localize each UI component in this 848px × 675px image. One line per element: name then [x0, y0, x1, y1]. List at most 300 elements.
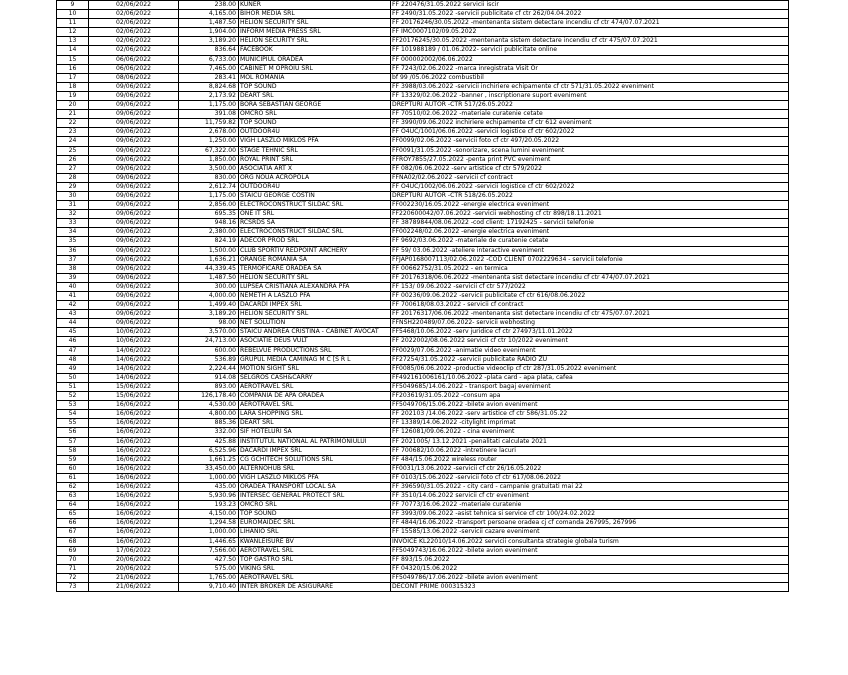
- table-row: [57, 282, 789, 291]
- amount-cell: 435.00: [179, 482, 239, 491]
- description-cell: FF 700618/08.03.2022 - servicii cf contract: [391, 301, 789, 310]
- row-number-cell: 57: [57, 437, 89, 446]
- amount-cell: 126,178.40: [179, 392, 239, 401]
- table-row: [57, 364, 789, 373]
- description-cell: FF 153/ 09.06.2022 -servicii cf ctr 577/2022: [391, 282, 789, 291]
- table-row: [57, 237, 789, 246]
- amount-cell: 391.08: [179, 110, 239, 119]
- date-cell: 16/06/2022: [89, 437, 179, 446]
- description-cell: FF 700682/10.06.2022 -intretinere lacuri: [391, 446, 789, 455]
- row-number-cell: 16: [57, 64, 89, 73]
- date-cell: 09/06/2022: [89, 264, 179, 273]
- table-row: [57, 255, 789, 264]
- table-row: [57, 401, 789, 410]
- description-cell: FF0031/13.06.2022 -servicii cf ctr 26/16.05.2022: [391, 464, 789, 473]
- amount-cell: 1,487.50: [179, 273, 239, 282]
- description-cell: FF 0103/15.06.2022 -servicii foto cf ctr 617/08.06.2022: [391, 473, 789, 482]
- description-cell: DREPTURI AUTOR -CTR 518/26.05.2022: [391, 191, 789, 200]
- date-cell: 02/06/2022: [89, 46, 179, 55]
- supplier-cell: DEART SRL: [239, 419, 391, 428]
- row-number-cell: 13: [57, 37, 89, 46]
- date-cell: 10/06/2022: [89, 337, 179, 346]
- description-cell: FF 00662752/31.05.2022 - en termica: [391, 264, 789, 273]
- amount-cell: 1,661.25: [179, 455, 239, 464]
- amount-cell: 1,175.00: [179, 101, 239, 110]
- amount-cell: 4,165.00: [179, 10, 239, 19]
- row-number-cell: 11: [57, 19, 89, 28]
- description-cell: FF 3993/09.06.2022 -asist tehnica si service cf ctr 100/24.02.2022: [391, 510, 789, 519]
- date-cell: 16/06/2022: [89, 446, 179, 455]
- supplier-cell: STAGE TEHNIC SRL: [239, 146, 391, 155]
- row-number-cell: 20: [57, 101, 89, 110]
- description-cell: FF 38789844/08.06.2022 -cod client: 17192425 - servicii telefonie: [391, 219, 789, 228]
- description-cell: FF 70510/02.06.2022 -materiale curatenie cetate: [391, 110, 789, 119]
- table-row: [57, 537, 789, 546]
- description-cell: FF 7243/02.06.2022 -marca inregistrata Visit Or: [391, 64, 789, 73]
- supplier-cell: TOP SOUND: [239, 82, 391, 91]
- supplier-cell: KUNER: [239, 1, 391, 10]
- date-cell: 09/06/2022: [89, 146, 179, 155]
- amount-cell: 1,765.00: [179, 573, 239, 582]
- description-cell: DREPTURI AUTOR -CTR 517/26.05.2022: [391, 101, 789, 110]
- row-number-cell: 22: [57, 119, 89, 128]
- amount-cell: 1,000.00: [179, 473, 239, 482]
- row-number-cell: 37: [57, 255, 89, 264]
- row-number-cell: 55: [57, 419, 89, 428]
- date-cell: 16/06/2022: [89, 455, 179, 464]
- description-cell: FF O4UC/1002/06.06.2022 -servicii logistice cf ctr 602/2022: [391, 182, 789, 191]
- row-number-cell: 34: [57, 228, 89, 237]
- table-row: [57, 28, 789, 37]
- date-cell: 20/06/2022: [89, 564, 179, 573]
- date-cell: 16/06/2022: [89, 464, 179, 473]
- row-number-cell: 23: [57, 128, 89, 137]
- amount-cell: 3,500.00: [179, 164, 239, 173]
- supplier-cell: AEROTRAVEL SRL: [239, 573, 391, 582]
- supplier-cell: GRUPUL MEDIA CAMINAG M C [S R L: [239, 355, 391, 364]
- row-number-cell: 26: [57, 155, 89, 164]
- description-cell: FF5049786/17.06.2022 -bilete avion eveniment: [391, 573, 789, 582]
- supplier-cell: ORG NOUA ACROPOLA: [239, 173, 391, 182]
- row-number-cell: 12: [57, 28, 89, 37]
- date-cell: 09/06/2022: [89, 155, 179, 164]
- description-cell: FF5049685/14.06.2022 - transport bagaj eveniment: [391, 382, 789, 391]
- date-cell: 09/06/2022: [89, 119, 179, 128]
- row-number-cell: 21: [57, 110, 89, 119]
- table-row: [57, 328, 789, 337]
- description-cell: FF0091/31.05.2022 -sonorizare, scena lumini eveniment: [391, 146, 789, 155]
- row-number-cell: 14: [57, 46, 89, 55]
- row-number-cell: 9: [57, 1, 89, 10]
- date-cell: 14/06/2022: [89, 373, 179, 382]
- description-cell: FF 3988/03.06.2022 -servicii inchiriere echipamente cf ctr 571/31.05.2022 eveniment: [391, 82, 789, 91]
- table-row: [57, 546, 789, 555]
- row-number-cell: 68: [57, 537, 89, 546]
- description-cell: bf 99 /05.06.2022 combustibil: [391, 73, 789, 82]
- date-cell: 08/06/2022: [89, 73, 179, 82]
- supplier-cell: DACARDI IMPEX SRL: [239, 301, 391, 310]
- row-number-cell: 31: [57, 201, 89, 210]
- supplier-cell: HELION SECURITY SRL: [239, 310, 391, 319]
- row-number-cell: 72: [57, 573, 89, 582]
- amount-cell: 425.88: [179, 437, 239, 446]
- payments-table: [56, 0, 789, 592]
- amount-cell: 283.41: [179, 73, 239, 82]
- description-cell: FF 000002002/06.06.2022: [391, 55, 789, 64]
- row-number-cell: 44: [57, 319, 89, 328]
- description-cell: FF 484/15.06.2022 wireless router: [391, 455, 789, 464]
- supplier-cell: ELECTROCONSTRUCT SILDAC SRL: [239, 201, 391, 210]
- table-row: [57, 64, 789, 73]
- description-cell: FF 13389/14.06.2022 -citylight imprimat: [391, 419, 789, 428]
- date-cell: 09/06/2022: [89, 219, 179, 228]
- row-number-cell: 36: [57, 246, 89, 255]
- row-number-cell: 35: [57, 237, 89, 246]
- table-row: [57, 410, 789, 419]
- table-row: [57, 146, 789, 155]
- table-row: [57, 173, 789, 182]
- row-number-cell: 15: [57, 55, 89, 64]
- description-cell: FF 20176317/06.06.2022 -mentenanta sist detectare incendiu cf ctr 475/07.07.2021: [391, 310, 789, 319]
- supplier-cell: AEROTRAVEL SRL: [239, 546, 391, 555]
- date-cell: 16/06/2022: [89, 510, 179, 519]
- description-cell: FF 2490/31.05.2022 -servicii publicitate cf ctr 262/04.04.2022: [391, 10, 789, 19]
- amount-cell: 1,904.00: [179, 28, 239, 37]
- supplier-cell: HELION SECURITY SRL: [239, 37, 391, 46]
- table-row: [57, 1, 789, 10]
- description-cell: FF203619/31.05.2022 -consum apa: [391, 392, 789, 401]
- amount-cell: 575.00: [179, 564, 239, 573]
- row-number-cell: 33: [57, 219, 89, 228]
- date-cell: 15/06/2022: [89, 392, 179, 401]
- supplier-cell: NET SOLUTION: [239, 319, 391, 328]
- description-cell: FFJAP0168007113/02.06.2022 -COD CLIENT 0702229634 - servicii telefonie: [391, 255, 789, 264]
- table-row: [57, 510, 789, 519]
- description-cell: FF5049706/15.06.2022 -bilete avion eveniment: [391, 401, 789, 410]
- row-number-cell: 38: [57, 264, 89, 273]
- supplier-cell: MUNICIPIUL ORADEA: [239, 55, 391, 64]
- amount-cell: 33,450.00: [179, 464, 239, 473]
- table-row: [57, 382, 789, 391]
- date-cell: 09/06/2022: [89, 237, 179, 246]
- description-cell: FF 126081/09.06.2022 - cina eveniment: [391, 428, 789, 437]
- date-cell: 09/06/2022: [89, 101, 179, 110]
- table-row: [57, 573, 789, 582]
- amount-cell: 914.08: [179, 373, 239, 382]
- description-cell: FF 082/06.06.2022 -serv artistice cf ctr 579/2022: [391, 164, 789, 173]
- amount-cell: 427.50: [179, 555, 239, 564]
- row-number-cell: 10: [57, 10, 89, 19]
- description-cell: FF492161006161/10.06.2022 -plata card - apa plata, cafea: [391, 373, 789, 382]
- table-row: [57, 137, 789, 146]
- supplier-cell: VIGH LASZLO MIKLOS PFA: [239, 473, 391, 482]
- date-cell: 09/06/2022: [89, 173, 179, 182]
- description-cell: FF 3990/09.06.2022 inchiriere echipamente cf ctr 612 eveniment: [391, 119, 789, 128]
- row-number-cell: 43: [57, 310, 89, 319]
- row-number-cell: 64: [57, 501, 89, 510]
- description-cell: FF220600042/07.06.2022 -servicii webhosting cf ctr 898/18.11.2021: [391, 210, 789, 219]
- description-cell: FF O4UC/1001/06.06.2022 -servicii logistice cf ctr 602/2022: [391, 128, 789, 137]
- row-number-cell: 29: [57, 182, 89, 191]
- table-row: [57, 355, 789, 364]
- supplier-cell: ORANGE ROMANIA SA: [239, 255, 391, 264]
- table-row: [57, 246, 789, 255]
- supplier-cell: OMCRO SRL: [239, 110, 391, 119]
- supplier-cell: TOP GASTRO SRL: [239, 555, 391, 564]
- description-cell: FF0099/02.06.2022 -servicii foto cf ctr 497/20.05.2022: [391, 137, 789, 146]
- supplier-cell: TOP SOUND: [239, 119, 391, 128]
- row-number-cell: 27: [57, 164, 89, 173]
- table-row: [57, 164, 789, 173]
- supplier-cell: CG GCHITECH SOLUTIONS SRL: [239, 455, 391, 464]
- description-cell: FF 4844/16.06.2022 -transport persoane oradea cj cf comanda 267995, 267996: [391, 519, 789, 528]
- supplier-cell: ONE IT SRL: [239, 210, 391, 219]
- supplier-cell: KWANLEISURE BV: [239, 537, 391, 546]
- row-number-cell: 32: [57, 210, 89, 219]
- supplier-cell: ADECOR PROD SRL: [239, 237, 391, 246]
- description-cell: FF 20176246/30.05.2022 -mentenanta sistem detectare incendiu cf ctr 474/07.07.2021: [391, 19, 789, 28]
- row-number-cell: 46: [57, 337, 89, 346]
- supplier-cell: ASOCIATIA ART X: [239, 164, 391, 173]
- amount-cell: 830.00: [179, 173, 239, 182]
- supplier-cell: TERMOFICARE ORADEA SA: [239, 264, 391, 273]
- table-row: [57, 482, 789, 491]
- supplier-cell: DEART SRL: [239, 91, 391, 100]
- amount-cell: 4,000.00: [179, 292, 239, 301]
- amount-cell: 1,499.40: [179, 301, 239, 310]
- table-row: [57, 455, 789, 464]
- table-row: [57, 346, 789, 355]
- date-cell: 02/06/2022: [89, 19, 179, 28]
- table-row: [57, 555, 789, 564]
- description-cell: FF 20176318/06.06.2022 -mentenanta sist detectare incendiu cf ctr 474/07.07.2021: [391, 273, 789, 282]
- table-row: [57, 228, 789, 237]
- amount-cell: 2,612.74: [179, 182, 239, 191]
- supplier-cell: CLUB SPORTIV REDPOINT ARCHERY: [239, 246, 391, 255]
- supplier-cell: HELION SECURITY SRL: [239, 19, 391, 28]
- date-cell: 14/06/2022: [89, 364, 179, 373]
- description-cell: FF 04320/15.06.2022: [391, 564, 789, 573]
- supplier-cell: MOL ROMANIA: [239, 73, 391, 82]
- date-cell: 09/06/2022: [89, 319, 179, 328]
- description-cell: FF0029/07.06.2022 -animatie video eveniment: [391, 346, 789, 355]
- row-number-cell: 66: [57, 519, 89, 528]
- supplier-cell: LUPSEA CRISTIANA ALEXANDRA PFA: [239, 282, 391, 291]
- row-number-cell: 52: [57, 392, 89, 401]
- description-cell: FF 70773/16.06.2022 -materiale curatenie: [391, 501, 789, 510]
- row-number-cell: 53: [57, 401, 89, 410]
- date-cell: 02/06/2022: [89, 28, 179, 37]
- table-row: [57, 373, 789, 382]
- row-number-cell: 40: [57, 282, 89, 291]
- description-cell: FF0085/06.06.2022 -productie videoclip cf ctr 287/31.05.2022 eveniment: [391, 364, 789, 373]
- amount-cell: 4,150.00: [179, 510, 239, 519]
- row-number-cell: 71: [57, 564, 89, 573]
- description-cell: FF IMC0007102/09.05.2022: [391, 28, 789, 37]
- row-number-cell: 67: [57, 528, 89, 537]
- table-row: [57, 264, 789, 273]
- date-cell: 09/06/2022: [89, 282, 179, 291]
- date-cell: 09/06/2022: [89, 201, 179, 210]
- date-cell: 16/06/2022: [89, 473, 179, 482]
- amount-cell: 1,487.50: [179, 19, 239, 28]
- amount-cell: 7,566.00: [179, 546, 239, 555]
- amount-cell: 1,446.65: [179, 537, 239, 546]
- table-row: [57, 301, 789, 310]
- supplier-cell: FACEBOOK: [239, 46, 391, 55]
- table-row: [57, 55, 789, 64]
- date-cell: 09/06/2022: [89, 210, 179, 219]
- amount-cell: 6,525.96: [179, 446, 239, 455]
- amount-cell: 3,189.20: [179, 310, 239, 319]
- supplier-cell: OMCRO SRL: [239, 501, 391, 510]
- date-cell: 16/06/2022: [89, 528, 179, 537]
- date-cell: 10/06/2022: [89, 328, 179, 337]
- description-cell: FF 59/ 03.06.2022 -ateliere interactive eveniment: [391, 246, 789, 255]
- description-cell: FF 220476/31.05.2022 servicii iscir: [391, 1, 789, 10]
- table-row: [57, 201, 789, 210]
- row-number-cell: 65: [57, 510, 89, 519]
- supplier-cell: EUROMAIDEC SRL: [239, 519, 391, 528]
- date-cell: 21/06/2022: [89, 583, 179, 592]
- row-number-cell: 49: [57, 364, 89, 373]
- description-cell: FF20176245/30.05.2022 -mentenanta sistem detectare incendiu cf ctr 475/07.07.2021: [391, 37, 789, 46]
- table-row: [57, 128, 789, 137]
- table-row: [57, 19, 789, 28]
- table-row: [57, 437, 789, 446]
- supplier-cell: DACARDI IMPEX SRL: [239, 446, 391, 455]
- table-row: [57, 419, 789, 428]
- supplier-cell: INFORM MEDIA PRESS SRL: [239, 28, 391, 37]
- description-cell: FF 202103 /14.06.2022 -serv artistice cf ctr 586/31.05.22: [391, 410, 789, 419]
- date-cell: 09/06/2022: [89, 301, 179, 310]
- supplier-cell: STAICU GEORGE COSTIN: [239, 191, 391, 200]
- amount-cell: 9,710.40: [179, 583, 239, 592]
- table-row: [57, 191, 789, 200]
- description-cell: FF 2021005/ 13.12.2021 -penalitati calculate 2021: [391, 437, 789, 446]
- supplier-cell: HELION SECURITY SRL: [239, 273, 391, 282]
- date-cell: 16/06/2022: [89, 537, 179, 546]
- date-cell: 17/06/2022: [89, 546, 179, 555]
- row-number-cell: 60: [57, 464, 89, 473]
- table-row: [57, 46, 789, 55]
- row-number-cell: 25: [57, 146, 89, 155]
- date-cell: 09/06/2022: [89, 82, 179, 91]
- supplier-cell: CABINET M OPROIU SRL: [239, 64, 391, 73]
- supplier-cell: ROYAL PRINT SRL: [239, 155, 391, 164]
- table-row: [57, 501, 789, 510]
- amount-cell: 1,175.00: [179, 191, 239, 200]
- date-cell: 09/06/2022: [89, 91, 179, 100]
- row-number-cell: 45: [57, 328, 89, 337]
- payments-table-body: [57, 1, 789, 592]
- table-row: [57, 101, 789, 110]
- date-cell: 16/06/2022: [89, 410, 179, 419]
- date-cell: 09/06/2022: [89, 292, 179, 301]
- amount-cell: 98.00: [179, 319, 239, 328]
- row-number-cell: 63: [57, 492, 89, 501]
- date-cell: 15/06/2022: [89, 382, 179, 391]
- table-row: [57, 73, 789, 82]
- row-number-cell: 19: [57, 91, 89, 100]
- amount-cell: 193.23: [179, 501, 239, 510]
- table-row: [57, 564, 789, 573]
- date-cell: 02/06/2022: [89, 1, 179, 10]
- date-cell: 06/06/2022: [89, 64, 179, 73]
- supplier-cell: TOP SOUND: [239, 510, 391, 519]
- table-row: [57, 10, 789, 19]
- row-number-cell: 41: [57, 292, 89, 301]
- amount-cell: 67,322.00: [179, 146, 239, 155]
- date-cell: 09/06/2022: [89, 110, 179, 119]
- supplier-cell: AEROTRAVEL SRL: [239, 401, 391, 410]
- amount-cell: 44,339.45: [179, 264, 239, 273]
- supplier-cell: BORA SEBASTIAN GEORGE: [239, 101, 391, 110]
- row-number-cell: 47: [57, 346, 89, 355]
- table-row: [57, 519, 789, 528]
- amount-cell: 600.00: [179, 346, 239, 355]
- supplier-cell: OUTDOOR4U: [239, 182, 391, 191]
- description-cell: FF 893/15.06.2022: [391, 555, 789, 564]
- table-row: [57, 446, 789, 455]
- table-row: [57, 583, 789, 592]
- supplier-cell: COMPANIA DE APA ORADEA: [239, 392, 391, 401]
- table-row: [57, 119, 789, 128]
- amount-cell: 1,000.00: [179, 528, 239, 537]
- amount-cell: 6,733.00: [179, 55, 239, 64]
- description-cell: FFNA02/02.06.2022 -servicii cf contract: [391, 173, 789, 182]
- supplier-cell: STAICU ANDREA CRISTINA - CABINET AVOCAT: [239, 328, 391, 337]
- table-row: [57, 392, 789, 401]
- supplier-cell: INTERSEC GENERAL PROTECT SRL: [239, 492, 391, 501]
- table-row: [57, 492, 789, 501]
- description-cell: INVOICE KL22010/14.06.2022 servicii consultanta strategie globala turism: [391, 537, 789, 546]
- amount-cell: 2,856.00: [179, 201, 239, 210]
- table-row: [57, 182, 789, 191]
- amount-cell: 885.36: [179, 419, 239, 428]
- date-cell: 09/06/2022: [89, 128, 179, 137]
- amount-cell: 11,759.82: [179, 119, 239, 128]
- table-row: [57, 310, 789, 319]
- amount-cell: 2,173.92: [179, 91, 239, 100]
- table-row: [57, 292, 789, 301]
- supplier-cell: SIF HOTELURI SA: [239, 428, 391, 437]
- amount-cell: 5,930.96: [179, 492, 239, 501]
- description-cell: FF002248/02.06.2022 -energie electrica eveniment: [391, 228, 789, 237]
- amount-cell: 300.00: [179, 282, 239, 291]
- supplier-cell: ALTERNOHUB SRL: [239, 464, 391, 473]
- date-cell: 02/06/2022: [89, 37, 179, 46]
- date-cell: 09/06/2022: [89, 228, 179, 237]
- amount-cell: 893.00: [179, 382, 239, 391]
- date-cell: 20/06/2022: [89, 555, 179, 564]
- row-number-cell: 51: [57, 382, 89, 391]
- row-number-cell: 69: [57, 546, 89, 555]
- date-cell: 09/06/2022: [89, 246, 179, 255]
- description-cell: FF5049743/16.06.2022 -bilete avion eveniment: [391, 546, 789, 555]
- row-number-cell: 54: [57, 410, 89, 419]
- date-cell: 16/06/2022: [89, 419, 179, 428]
- row-number-cell: 42: [57, 301, 89, 310]
- row-number-cell: 50: [57, 373, 89, 382]
- row-number-cell: 30: [57, 191, 89, 200]
- description-cell: FF5468/10.06.2022 -serv juridice cf ctr 274973/11.01.2022: [391, 328, 789, 337]
- row-number-cell: 59: [57, 455, 89, 464]
- supplier-cell: VIGH LASZLO MIKLOS PFA: [239, 137, 391, 146]
- table-row: [57, 91, 789, 100]
- amount-cell: 3,570.00: [179, 328, 239, 337]
- table-row: [57, 37, 789, 46]
